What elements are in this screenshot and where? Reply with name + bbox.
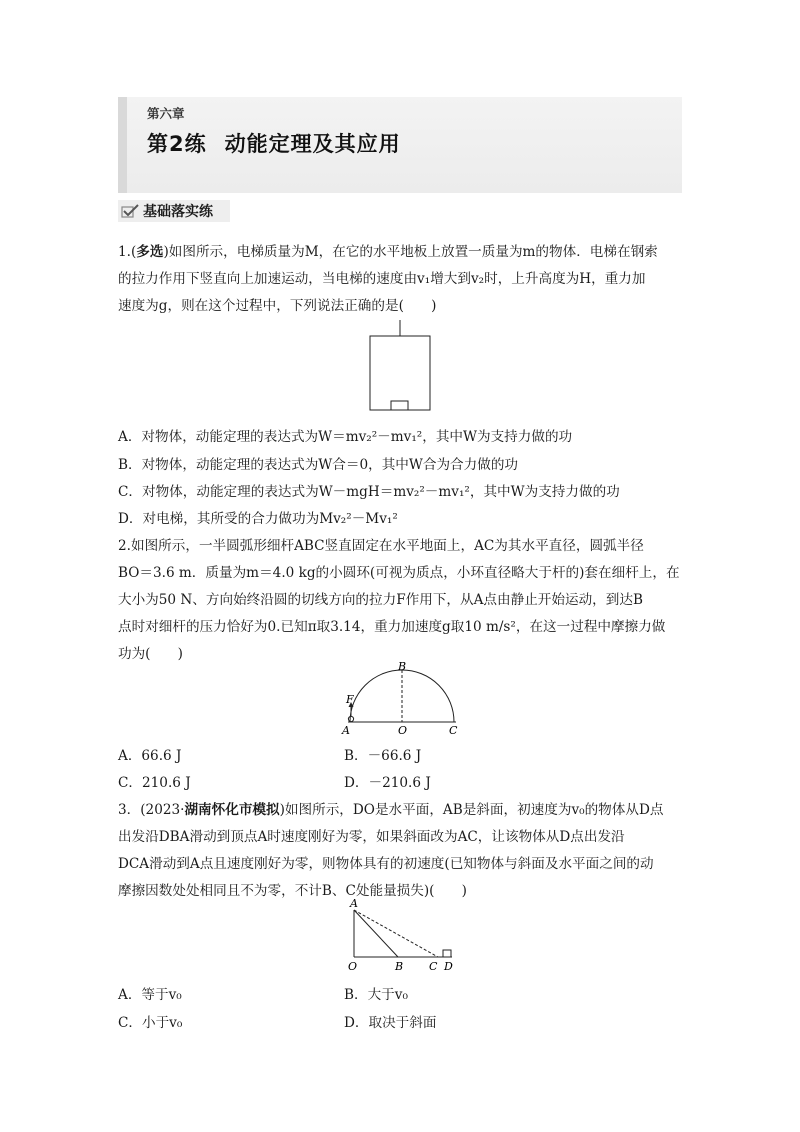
label-c: C — [449, 724, 458, 737]
label-c: C — [429, 960, 438, 973]
lesson-title: 动能定理及其应用 — [224, 132, 401, 156]
label-o: O — [398, 724, 408, 737]
header-accent-bar — [118, 97, 127, 193]
q2-line-3: 大小为50 N、方向始终沿圆的切线方向的拉力F作用下，从A点由静止开始运动，到达B — [118, 592, 643, 608]
label-d: D — [444, 960, 453, 973]
q2-option-b: B．－66.6 J — [344, 748, 422, 764]
q2-option-c: C．210.6 J — [118, 775, 191, 791]
label-a: A — [342, 724, 350, 737]
q2-option-a: A．66.6 J — [118, 748, 182, 764]
elevator-figure — [360, 318, 440, 414]
lesson-number: 第2练 — [147, 132, 207, 156]
q1-option-b: B．对物体，动能定理的表达式为W合＝0，其中W合为合力做的功 — [118, 457, 519, 473]
q3-option-d: D．取决于斜面 — [344, 1015, 437, 1031]
q2-line-5: 功为( ) — [118, 646, 183, 662]
page-title — [147, 128, 401, 158]
section-label: 基础落实练 — [143, 204, 213, 220]
q3-line-2: 出发沿DBA滑动到顶点A时速度刚好为零，如果斜面改为AC，让该物体从D点出发沿 — [118, 829, 625, 845]
q1-option-d: D．对电梯，其所受的合力做功为Mv₂²－Mv₁² — [118, 511, 398, 527]
q2-line-4: 点时对细杆的压力恰好为0.已知π取3.14，重力加速度g取10 m/s²，在这一过程中摩擦力做 — [118, 619, 666, 635]
semicircle-figure — [338, 660, 464, 738]
checkmark-icon — [121, 204, 139, 218]
chapter-label: 第六章 — [147, 106, 185, 121]
q1-option-c: C．对物体，动能定理的表达式为W－mgH＝mv₂²－mv₁²，其中W为支持力做的功 — [118, 484, 620, 500]
q2-line-2: BO＝3.6 m．质量为m＝4.0 kg的小圆环(可视为质点，小环直径略大于杆的)套在细杆上，在 — [118, 565, 680, 581]
q1-line-1: 1.(多选)如图所示，电梯质量为M，在它的水平地板上放置一质量为m的物体．电梯在钢索 — [118, 244, 658, 260]
q1-option-a: A．对物体，动能定理的表达式为W＝mv₂²－mv₁²，其中W为支持力做的功 — [118, 429, 573, 445]
q3-option-c: C．小于v₀ — [118, 1015, 183, 1031]
label-b: B — [398, 660, 407, 673]
q1-line-2: 的拉力作用下竖直向上加速运动，当电梯的速度由v₁增大到v₂时，上升高度为H，重力加 — [118, 271, 646, 287]
q3-line-3: DCA滑动到A点且速度刚好为零，则物体具有的初速度(已知物体与斜面及水平面之间的动 — [118, 856, 654, 872]
q1-tag: 多选 — [136, 244, 164, 260]
label-a: A — [350, 897, 358, 910]
q3-source: 湖南怀化市模拟 — [184, 802, 280, 818]
section-heading — [118, 200, 230, 222]
q2-line-1: 2.如图所示，一半圆弧形细杆ABC竖直固定在水平地面上，AC为其水平直径，圆弧半径 — [118, 538, 644, 554]
q3-option-b: B．大于v₀ — [344, 987, 408, 1003]
q3-line-1: 3．(2023·湖南怀化市模拟)如图所示，DO是水平面，AB是斜面，初速度为v₀的物体从D点 — [118, 802, 664, 818]
q3-line-4: 摩擦因数处处相同且不为零，不计B、C处能量损失)( ) — [118, 883, 467, 899]
label-f: F — [346, 693, 354, 706]
label-o: O — [348, 960, 358, 973]
label-b: B — [395, 960, 404, 973]
q3-option-a: A．等于v₀ — [118, 987, 182, 1003]
q1-line-3: 速度为g，则在这个过程中，下列说法正确的是( ) — [118, 298, 437, 314]
q2-option-d: D．－210.6 J — [344, 775, 431, 791]
incline-figure — [340, 894, 462, 974]
